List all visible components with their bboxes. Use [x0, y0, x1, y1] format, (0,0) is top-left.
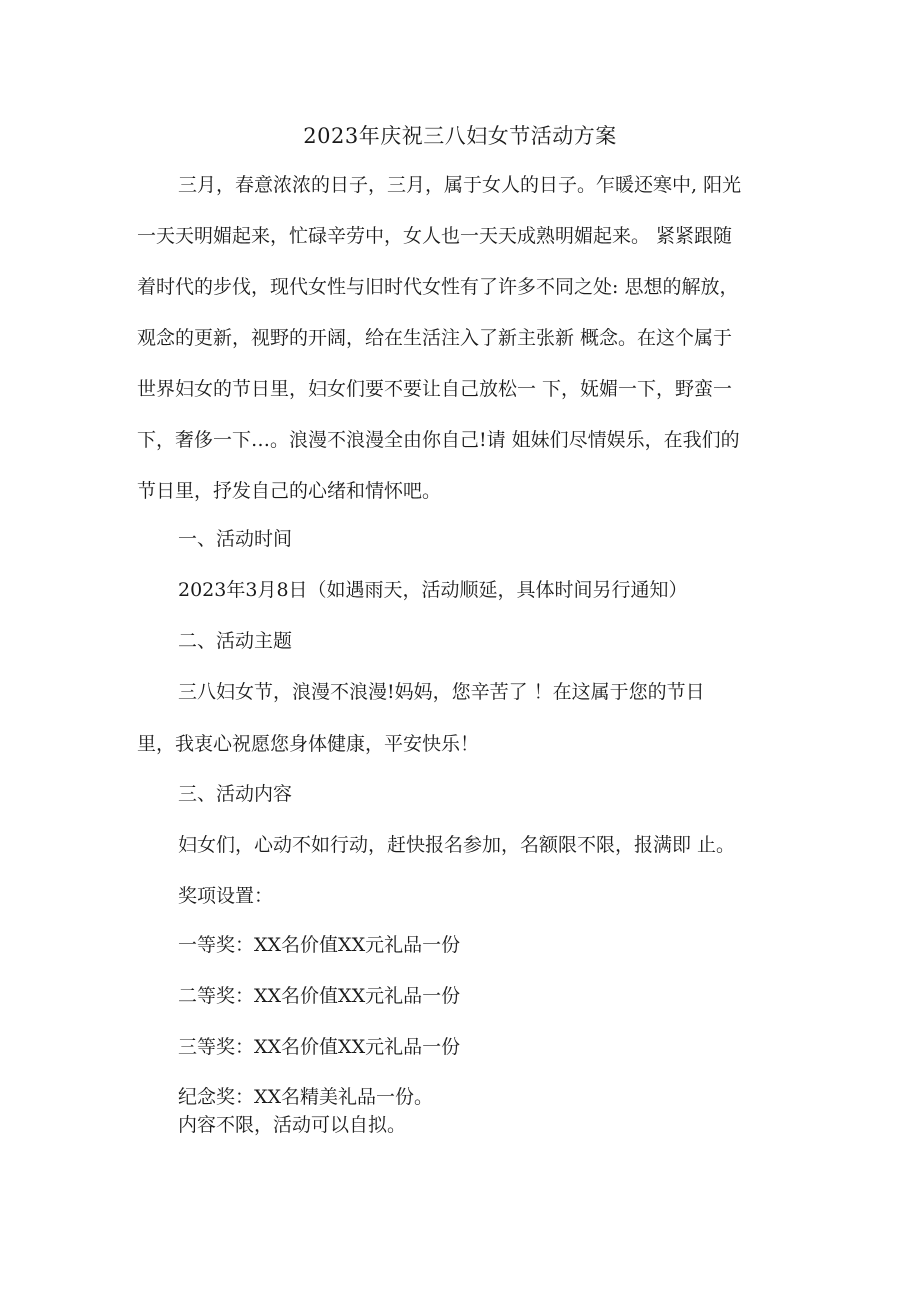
intro-line: 观念的更新，视野的开阔，给在生活注入了新主张新 概念。在这个属于 [137, 327, 733, 349]
intro-line: 下，奢侈一下…。浪漫不浪漫全由你自己!请 姐妹们尽情娱乐，在我们的 [137, 429, 740, 451]
intro-paragraph [137, 173, 780, 530]
closing-note: 内容不限，活动可以自拟。 [178, 1114, 407, 1136]
section-heading-time: 一、活动时间 [178, 528, 293, 550]
theme-text-line: 三八妇女节，浪漫不浪漫!妈妈，您辛苦了 ！在这属于您的节日 [178, 681, 705, 703]
intro-line: 节日里，抒发自己的心绪和情怀吧。 [137, 480, 442, 502]
award-memorial: 纪念奖：XX名精美礼品一份。 [178, 1086, 434, 1108]
document-title: 2023年庆祝三八妇女节活动方案 [303, 124, 617, 148]
section-heading-theme: 二、活动主题 [178, 630, 293, 652]
award-first: 一等奖：XX名价值XX元礼品一份 [178, 934, 461, 956]
content-text: 妇女们，心动不如行动，赶快报名参加，名额限不限，报满即 止。 [178, 834, 736, 856]
theme-text-line: 里，我衷心祝愿您身体健康，平安快乐！ [137, 733, 480, 755]
award-third: 三等奖：XX名价值XX元礼品一份 [178, 1036, 461, 1058]
award-second: 二等奖：XX名价值XX元礼品一份 [178, 985, 461, 1007]
activity-date: 2023年3月8日（如遇雨天，活动顺延，具体时间另行通知） [178, 579, 688, 601]
intro-line: 三月，春意浓浓的日子，三月，属于女人的日子。乍暖还寒中, 阳光 [178, 174, 742, 196]
intro-line: 世界妇女的节日里，妇女们要不要让自己放松一 下，妩媚一下，野蛮一 [137, 378, 733, 400]
section-heading-content: 三、活动内容 [178, 783, 293, 805]
awards-heading: 奖项设置： [178, 885, 274, 907]
intro-line: 着时代的步伐，现代女性与旧时代女性有了许多不同之处: 思想的解放， [137, 276, 739, 298]
intro-line: 一天天明媚起来，忙碌辛劳中，女人也一天天成熟明媚起来。 紧紧跟随 [137, 225, 733, 247]
